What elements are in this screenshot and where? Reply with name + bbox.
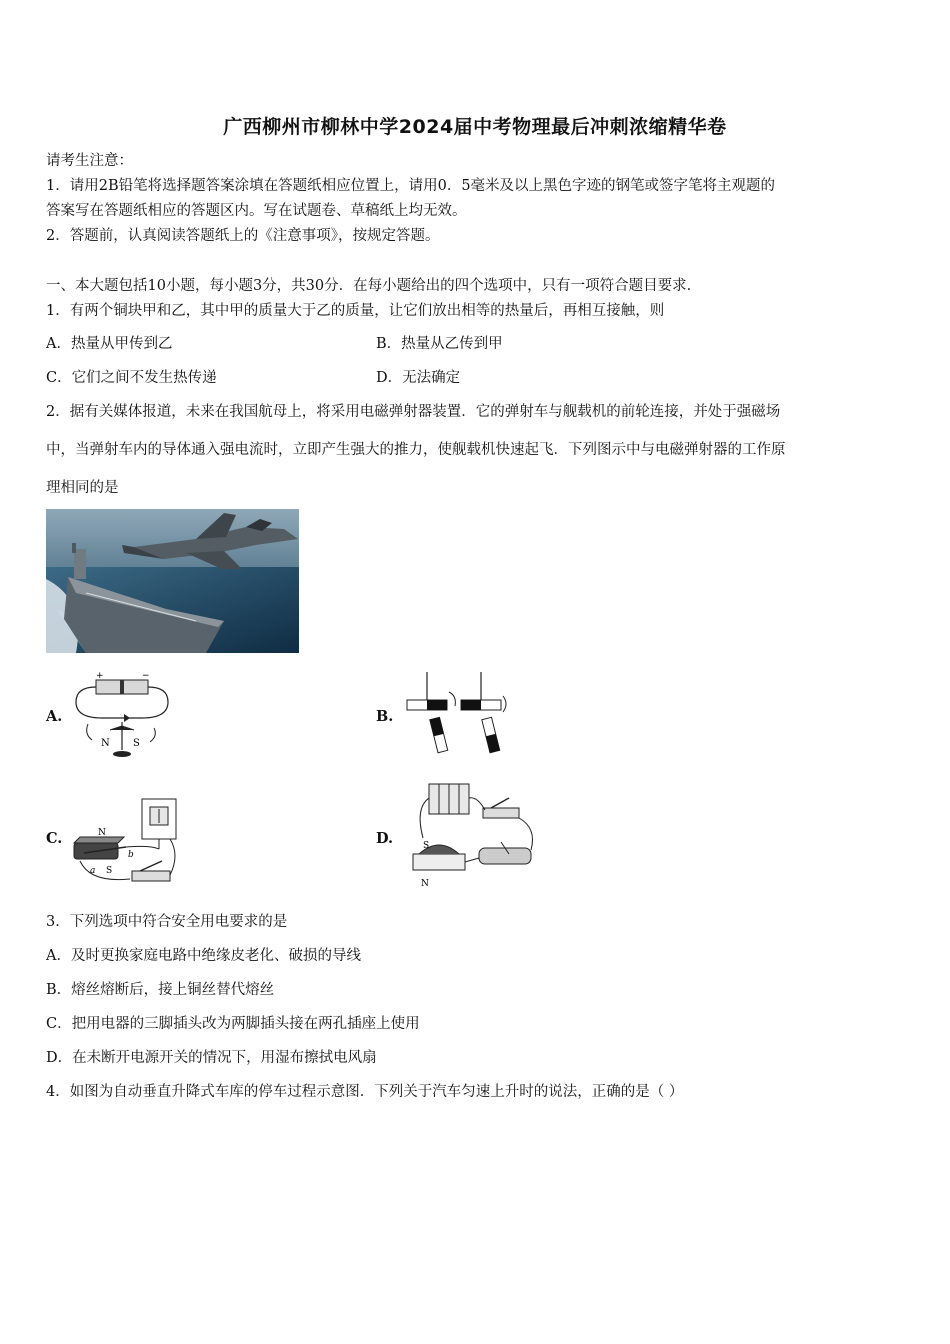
figure-a-south-label: S	[133, 738, 140, 749]
figure-c-electromagnetic-induction	[70, 795, 182, 887]
q1-option-b: B．热量从乙传到甲	[376, 336, 503, 352]
q3-stem: 3．下列选项中符合安全用电要求的是	[46, 914, 288, 930]
notice-heading: 请考生注意：	[46, 153, 133, 169]
q2-stem-line-3: 理相同的是	[46, 480, 119, 496]
section-heading: 一、本大题包括10小题，每小题3分，共30分．在每小题给出的四个选项中，只有一项符合题目要求．	[46, 278, 702, 294]
figure-d-south-label: S	[423, 841, 430, 851]
figure-a-north-label: N	[101, 738, 110, 749]
figure-c-north-label: N	[98, 828, 106, 838]
q2-label-d: D.	[376, 830, 394, 847]
notice-item-2: 2．答题前，认真阅读答题纸上的《注意事项》，按规定答题。	[46, 228, 440, 244]
q1-option-c: C．它们之间不发生热传递	[46, 370, 217, 386]
q2-stem-line-1: 2．据有关媒体报道，未来在我国航母上，将采用电磁弹射器装置．它的弹射车与舰载机的前轮连接，并处于强磁场	[46, 404, 781, 420]
notice-item-1b: 答案写在答题纸相应的答题区内。写在试题卷、草稿纸上均无效。	[46, 203, 467, 219]
q2-label-a: A.	[46, 708, 63, 725]
figure-d-motor-circuit	[405, 778, 540, 893]
figure-a-oersted-experiment	[72, 670, 172, 762]
figure-d-north-label: N	[421, 879, 429, 889]
q2-label-c: C.	[46, 830, 63, 847]
q1-option-a: A．热量从甲传到乙	[46, 336, 173, 352]
figure-c-a-label: a	[90, 866, 96, 876]
figure-c-south-label: S	[106, 866, 113, 876]
figure-c-b-label: b	[128, 850, 134, 860]
q3-option-c: C．把用电器的三脚插头改为两脚插头接在两孔插座上使用	[46, 1016, 420, 1032]
q3-option-d: D．在未断开电源开关的情况下，用湿布擦拭电风扇	[46, 1050, 377, 1066]
q2-stem-line-2: 中，当弹射车内的导体通入强电流时，立即产生强大的推力，使舰载机快速起飞．下列图示中与电磁弹射器的工作原	[46, 442, 786, 458]
carrier-jet-photo	[46, 509, 299, 653]
q3-option-b: B．熔丝熔断后，接上铜丝替代熔丝	[46, 982, 275, 998]
q1-option-d: D．无法确定	[376, 370, 461, 386]
page-title: 广西柳州市柳林中学2024届中考物理最后冲刺浓缩精华卷	[223, 116, 727, 138]
q4-stem: 4．如图为自动垂直升降式车库的停车过程示意图．下列关于汽车匀速上升时的说法，正确的是（ ）	[46, 1084, 684, 1100]
q1-stem: 1．有两个铜块甲和乙，其中甲的质量大于乙的质量，让它们放出相等的热量后，再相互接触，则	[46, 303, 665, 319]
figure-b-magnet-attraction	[405, 670, 520, 756]
q2-label-b: B.	[376, 708, 394, 725]
notice-item-1a: 1．请用2B铅笔将选择题答案涂填在答题纸相应位置上，请用0．5毫米及以上黑色字迹的钢笔或签字笔将主观题的	[46, 178, 776, 194]
q3-option-a: A．及时更换家庭电路中绝缘皮老化、破损的导线	[46, 948, 361, 964]
svg-text:+: +	[96, 671, 104, 681]
svg-text:−: −	[142, 671, 150, 681]
